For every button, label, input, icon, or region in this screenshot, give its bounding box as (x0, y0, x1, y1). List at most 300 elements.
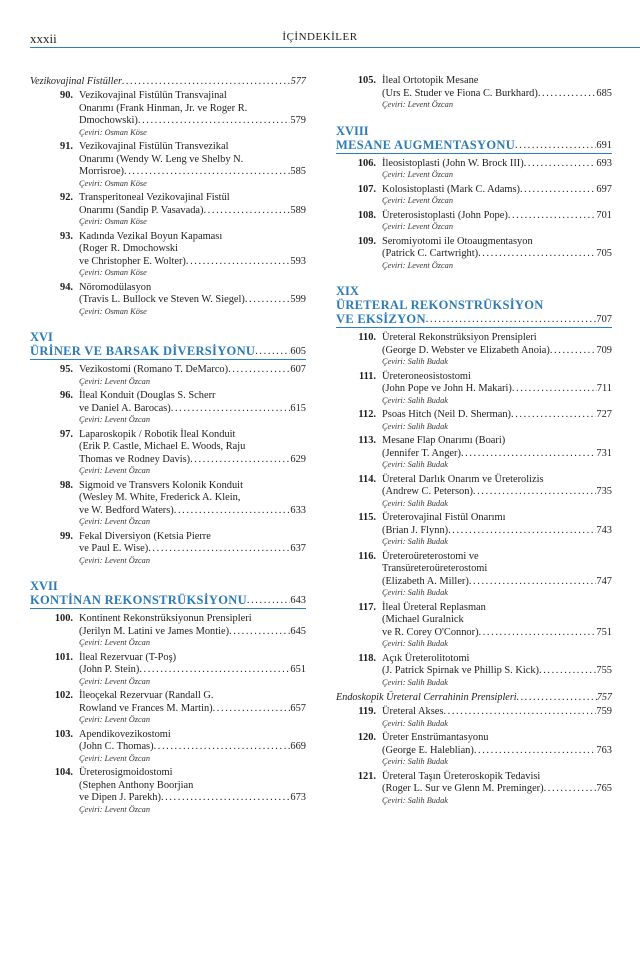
page-ref: 697 (596, 183, 612, 195)
dot-leader (473, 486, 597, 499)
chapter-body (79, 282, 306, 318)
translator: Çeviri: Salih Budak (382, 395, 448, 405)
chapter-last-line (382, 88, 612, 101)
page-ref: 593 (290, 255, 306, 267)
translator: Çeviri: Salih Budak (382, 460, 448, 469)
dot-leader (154, 741, 291, 754)
chapter-last-line (382, 409, 612, 422)
chapter-title-end: (Andrew C. Peterson) (382, 486, 473, 497)
toc-entry (30, 90, 306, 138)
chapter-last-line (382, 210, 612, 223)
chapter-title-line: Üreter Enstrümantasyonu (382, 732, 489, 743)
translator: Çeviri: Salih Budak (382, 639, 448, 648)
chapter-title-line: Üreteroneosistostomi (382, 370, 471, 382)
chapter-body (382, 706, 612, 729)
translator: Çeviri: Salih Budak (382, 718, 448, 728)
chapter-title-line: (Wesley M. White, Frederick A. Klein, (79, 492, 241, 503)
dot-leader (512, 383, 597, 396)
translator: Çeviri: Levent Özcan (382, 170, 453, 179)
page-ref: 747 (596, 575, 612, 587)
chapter-number: 111. (358, 370, 376, 382)
chapter-last-line (79, 256, 306, 269)
chapter-last-line (79, 505, 306, 518)
toc-entry (30, 429, 306, 477)
chapter-last-line (79, 703, 306, 716)
page-ref: 637 (290, 543, 306, 554)
chapter-title-end: Rowland ve Frances M. Martin) (79, 702, 213, 714)
chapter-title-end: (John Pope ve John H. Makari) (382, 383, 512, 394)
chapter-last-line (79, 792, 306, 805)
page-ref: 743 (596, 524, 612, 536)
page-ref: 673 (290, 792, 306, 803)
dot-leader (203, 205, 290, 218)
section-title: MESANE AUGMENTASYONU (336, 137, 516, 152)
page-ref: 585 (290, 166, 306, 177)
translator: Çeviri: Salih Budak (382, 795, 448, 805)
dot-leader (508, 210, 597, 223)
chapter-body (79, 729, 306, 765)
chapter-body (382, 158, 612, 181)
dot-leader (520, 184, 596, 197)
toc-entry (30, 652, 306, 688)
section-title: ÜRİNER VE BARSAK DİVERSİYONU (30, 344, 256, 358)
toc-entry (336, 75, 612, 111)
chapter-body (382, 210, 612, 233)
chapter-last-line (382, 486, 612, 499)
dot-leader (171, 403, 291, 416)
chapter-title-line: Apendikovezikostomi (79, 728, 171, 740)
chapter-number: 114. (358, 473, 376, 485)
toc-entry (30, 390, 306, 426)
chapter-title-end: (Jennifer T. Anger) (382, 447, 461, 459)
toc-entry (336, 551, 612, 599)
chapter-number: 94. (60, 281, 73, 293)
toc-entry (336, 771, 612, 807)
chapter-body (79, 390, 306, 426)
page-ref: 589 (290, 204, 306, 216)
translator: Çeviri: Salih Budak (382, 421, 448, 431)
chapter-number: 98. (60, 479, 73, 491)
chapter-last-line (382, 576, 612, 589)
toc-entry (336, 236, 612, 272)
section-title-row (30, 593, 306, 609)
chapter-title-end: (Jerilyn M. Latini ve James Montie) (79, 625, 230, 637)
chapter-last-line (79, 664, 306, 677)
chapter-title-line: Vezikovajinal Fistülün Transvezikal (79, 141, 229, 152)
dot-leader (426, 314, 597, 326)
chapter-title-line: Kontinent Rekonstrüksiyonun Prensipleri (79, 613, 252, 624)
chapter-title-line: (Roger R. Dmochowski (79, 243, 178, 254)
chapter-body (382, 435, 612, 471)
dot-leader (448, 525, 596, 538)
page-ref: 579 (290, 115, 306, 126)
translator: Çeviri: Levent Özcan (382, 100, 453, 109)
chapter-title-end: (J. Patrick Spirnak ve Phillip S. Kick) (382, 665, 540, 676)
chapter-number: 97. (60, 428, 73, 440)
toc-entry (336, 332, 612, 368)
page-ref: 707 (596, 314, 612, 325)
chapter-title-end: (George D. Webster ve Elizabeth Anoia) (382, 344, 550, 356)
dot-leader (461, 448, 596, 461)
chapter-last-line (382, 184, 612, 197)
toc-entry (336, 371, 612, 407)
chapter-number: 110. (358, 332, 376, 343)
chapter-number: 116. (358, 550, 376, 562)
toc-entry (336, 210, 612, 233)
chapter-title-line: Transperitoneal Vezikovajinal Fistül (79, 192, 230, 203)
dot-leader (122, 75, 291, 88)
toc-entry (30, 729, 306, 765)
page-ref: 685 (596, 87, 612, 99)
chapter-number: 99. (60, 530, 73, 542)
chapter-number: 112. (358, 409, 376, 420)
toc-entry (30, 364, 306, 387)
chapter-title-line: Transüreteroüreterostomi (382, 563, 488, 574)
chapter-body (382, 732, 612, 768)
toc-entry (336, 158, 612, 181)
dot-leader (517, 691, 597, 704)
chapter-title-end: Thomas ve Rodney Davis) (79, 453, 191, 465)
chapter-title-line: Mesane Flap Onarımı (Boari) (382, 435, 506, 446)
dot-leader (148, 543, 290, 556)
toc-entry (336, 602, 612, 650)
translator: Çeviri: Levent Özcan (79, 466, 150, 475)
translator: Çeviri: Salih Budak (382, 537, 448, 546)
translator: Çeviri: Levent Özcan (382, 196, 453, 205)
chapter-number: 115. (358, 512, 376, 523)
page-ref: 605 (290, 346, 306, 357)
page-ref: 763 (596, 744, 612, 756)
chapter-title-line: Üreteral Rekonstrüksiyon Prensipleri (382, 332, 537, 343)
chapter-title-line: Vezikovajinal Fistülün Transvajinal (79, 90, 227, 101)
dot-leader (550, 345, 597, 358)
section-heading (336, 284, 612, 328)
toc-entry (336, 653, 612, 689)
chapter-last-line (382, 525, 612, 538)
section-numeral: XIX (336, 284, 359, 298)
chapter-title-line: Üreterovajinal Fistül Onarımı (382, 512, 506, 523)
page-ref: 657 (290, 702, 306, 714)
chapter-body (79, 429, 306, 477)
chapter-last-line (79, 543, 306, 556)
page-ref: 755 (596, 665, 612, 676)
toc-entry (336, 706, 612, 729)
chapter-title-line: İleoçekal Rezervuar (Randall G. (79, 690, 214, 701)
chapter-body (79, 767, 306, 815)
chapter-title-line: İleal Ortotopik Mesane (382, 75, 479, 86)
chapter-last-line (382, 248, 612, 261)
page-header (0, 0, 640, 48)
chapter-number: 108. (357, 209, 376, 221)
chapter-title-line: (Michael Guralnick (382, 614, 464, 625)
chapter-body (382, 771, 612, 807)
dot-leader (229, 626, 290, 639)
page-ref: 765 (596, 783, 612, 794)
page-ref: 629 (290, 453, 306, 465)
section-title-row (336, 312, 612, 328)
chapter-title-end: (Roger L. Sur ve Glenn M. Preminger) (382, 783, 544, 794)
chapter-body (382, 602, 612, 650)
chapter-title-end: Vezikostomi (Romano T. DeMarco) (79, 364, 229, 375)
chapter-title-line: Üreterosigmoidostomi (79, 767, 173, 778)
chapter-body (382, 551, 612, 599)
dot-leader (479, 627, 597, 640)
section-title-line: ÜRETERAL REKONSTRÜKSİYON (336, 298, 544, 312)
dot-leader (544, 783, 597, 796)
chapter-number: 91. (60, 141, 73, 152)
chapter-body (382, 75, 612, 111)
chapter-body (79, 90, 306, 138)
translator: Çeviri: Salih Budak (382, 357, 448, 366)
toc-entry (30, 231, 306, 279)
translator: Çeviri: Levent Özcan (79, 676, 150, 686)
page-ref: 759 (596, 706, 612, 717)
page-ref: 615 (290, 402, 306, 414)
page-ref: 711 (596, 383, 612, 394)
chapter-title-end: Psoas Hitch (Neil D. Sherman) (382, 409, 511, 420)
chapter-title-end: (Travis L. Bullock ve Steven W. Siegel) (79, 294, 245, 305)
chapter-title-end: (Brian J. Flynn) (382, 524, 449, 536)
chapter-body (79, 613, 306, 649)
dot-leader (174, 505, 291, 518)
chapter-title-line: Üreteroüreterostomi ve (382, 550, 479, 562)
chapter-number: 121. (357, 770, 376, 782)
page-ref: 577 (290, 76, 306, 87)
chapter-number: 104. (54, 767, 73, 778)
toc-entry (336, 474, 612, 510)
section-heading (336, 124, 612, 154)
header-rule (30, 47, 640, 48)
translator: Çeviri: Levent Özcan (79, 517, 150, 526)
chapter-body (79, 690, 306, 726)
translator: Çeviri: Levent Özcan (382, 222, 453, 231)
translator: Çeviri: Levent Özcan (79, 376, 150, 386)
chapter-body (382, 332, 612, 368)
dot-leader (245, 294, 291, 307)
chapter-last-line (382, 383, 612, 396)
chapter-body (382, 474, 612, 510)
chapter-last-line (79, 166, 306, 179)
chapter-number: 90. (60, 90, 73, 101)
part-heading (336, 691, 612, 704)
chapter-body (79, 231, 306, 279)
translator: Çeviri: Osman Köse (79, 306, 147, 316)
chapter-title-end: ve Dipen J. Parekh) (79, 792, 161, 803)
chapter-title-end: (Elizabeth A. Miller) (382, 575, 469, 587)
dot-leader (474, 745, 597, 758)
chapter-last-line (382, 783, 612, 796)
translator: Çeviri: Levent Özcan (79, 804, 150, 814)
page-ref: 731 (596, 447, 612, 459)
translator: Çeviri: Osman Köse (79, 268, 147, 277)
toc-entry (336, 184, 612, 207)
chapter-body (79, 364, 306, 387)
chapter-title-line: Üreteral Taşın Üreteroskopik Tedavisi (382, 770, 541, 782)
dot-leader (478, 248, 596, 261)
dot-leader (524, 158, 597, 171)
chapter-last-line (79, 626, 306, 639)
chapter-number: 109. (357, 235, 376, 247)
chapter-body (382, 184, 612, 207)
chapter-body (382, 409, 612, 432)
chapter-title-end: Kolosistoplasti (Mark C. Adams) (382, 183, 520, 195)
dot-leader (124, 166, 290, 179)
chapter-title-line: Onarımı (Frank Hinman, Jr. ve Roger R. (79, 102, 248, 114)
dot-leader (443, 706, 596, 719)
chapter-title-line: (Erik P. Castle, Michael E. Woods, Raju (79, 441, 246, 452)
toc-column-right (336, 75, 612, 809)
chapter-title-end: Onarımı (Sandip P. Vasavada) (79, 204, 204, 216)
chapter-number: 105. (357, 75, 376, 86)
chapter-title-line: Seromiyotomi ile Otoaugmentasyon (382, 235, 533, 247)
chapter-title-line: Üreteral Darlık Onarım ve Üreterolizis (382, 473, 544, 485)
chapter-last-line (79, 364, 306, 377)
chapter-title-line: İleal Rezervuar (T-Poş) (79, 651, 177, 663)
chapter-number: 101. (54, 651, 73, 663)
chapter-title-line: Sigmoid ve Transvers Kolonik Konduit (79, 479, 243, 491)
dot-leader (247, 595, 291, 607)
toc-entry (30, 531, 306, 567)
page-ref: 727 (596, 409, 612, 420)
toc-entry (30, 141, 306, 189)
page-ref: 599 (290, 294, 306, 305)
chapter-title-line: Laparoskopik / Robotik İleal Konduit (79, 428, 236, 440)
chapter-body (79, 141, 306, 189)
chapter-number: 100. (54, 613, 73, 624)
dot-leader (538, 88, 597, 101)
chapter-last-line (382, 448, 612, 461)
page-ref: 643 (290, 595, 306, 606)
chapter-title-end: ve Paul E. Wise) (79, 543, 149, 554)
chapter-title-end: Morrisroe) (79, 166, 125, 177)
page-ref: 669 (290, 741, 306, 752)
toc-column-left (30, 75, 306, 818)
chapter-title-end: Üreteral Akses (382, 706, 444, 717)
chapter-number: 107. (357, 183, 376, 195)
chapter-last-line (79, 741, 306, 754)
translator: Çeviri: Osman Köse (79, 178, 147, 188)
chapter-title-end: (John C. Thomas) (79, 741, 154, 752)
dot-leader (186, 256, 291, 269)
section-heading (30, 579, 306, 609)
part-title: Vezikovajinal Fistüller (30, 76, 122, 87)
chapter-title-end: (Patrick C. Cartwright) (382, 248, 479, 259)
section-title-row (30, 344, 306, 360)
chapter-number: 119. (358, 706, 376, 717)
toc-entry (30, 690, 306, 726)
chapter-last-line (382, 665, 612, 678)
translator: Çeviri: Levent Özcan (79, 555, 150, 565)
dot-leader (255, 346, 290, 358)
toc-entry (30, 480, 306, 528)
page-ref: 607 (290, 364, 306, 375)
running-title: İÇİNDEKİLER (282, 31, 358, 43)
chapter-number: 92. (60, 192, 73, 203)
chapter-title-line: (Stephen Anthony Boorjian (79, 779, 194, 791)
chapter-body (382, 653, 612, 689)
toc-entry (30, 282, 306, 318)
translator: Çeviri: Levent Özcan (79, 753, 150, 763)
chapter-last-line (382, 345, 612, 358)
chapter-title-end: Üreterosistoplasti (John Pope) (382, 209, 508, 221)
dot-leader (469, 576, 597, 589)
section-title-row (336, 138, 612, 154)
chapter-title-end: (Urs E. Studer ve Fiona C. Burkhard) (382, 87, 538, 99)
page-ref: 751 (596, 626, 612, 638)
chapter-last-line (79, 294, 306, 307)
translator: Çeviri: Salih Budak (382, 677, 448, 687)
chapter-number: 95. (60, 364, 73, 375)
page-ref: 651 (290, 664, 306, 675)
chapter-body (79, 652, 306, 688)
page-ref: 691 (596, 139, 612, 151)
chapter-title-end: ve Christopher E. Wolter) (79, 255, 186, 267)
toc-entry (30, 767, 306, 815)
chapter-title-line: Fekal Diversiyon (Ketsia Pierre (79, 530, 211, 542)
chapter-number: 113. (358, 435, 376, 446)
page-ref: 645 (290, 625, 306, 637)
chapter-number: 93. (60, 230, 73, 242)
chapter-body (382, 371, 612, 407)
section-numeral: XVII (30, 579, 58, 593)
chapter-last-line (382, 158, 612, 171)
chapter-title-end: (George E. Haleblian) (382, 744, 474, 756)
chapter-number: 106. (357, 157, 376, 169)
dot-leader (228, 364, 290, 377)
section-title: KONTİNAN REKONSTRÜKSİYONU (30, 593, 247, 607)
page-ref: 693 (596, 157, 612, 169)
chapter-body (79, 480, 306, 528)
translator: Çeviri: Levent Özcan (79, 638, 150, 647)
translator: Çeviri: Levent Özcan (79, 415, 150, 424)
translator: Çeviri: Salih Budak (382, 757, 448, 766)
chapter-title-end: Dmochowski) (79, 115, 138, 126)
page-ref: 633 (290, 504, 306, 516)
section-numeral: XVI (30, 330, 53, 344)
chapter-title-line: İleal Üreteral Replasman (382, 601, 486, 613)
chapter-title-line: Nöromodülasyon (79, 281, 152, 293)
page-ref: 701 (596, 209, 612, 221)
part-title: Endoskopik Üreteral Cerrahinin Prensipleri (336, 692, 517, 703)
page-ref: 735 (596, 486, 612, 497)
translator: Çeviri: Levent Özcan (382, 260, 453, 270)
dot-leader (511, 409, 596, 422)
chapter-title-end: (John P. Stein) (79, 664, 140, 675)
toc-entry (336, 512, 612, 548)
translator: Çeviri: Osman Köse (79, 217, 147, 226)
chapter-body (79, 531, 306, 567)
section-title: VE EKSİZYON (336, 312, 426, 326)
translator: Çeviri: Salih Budak (382, 498, 448, 508)
chapter-last-line (79, 403, 306, 416)
chapter-body (79, 192, 306, 228)
translator: Çeviri: Osman Köse (79, 127, 147, 137)
dot-leader (539, 665, 596, 678)
page-ref: 757 (596, 692, 612, 703)
chapter-number: 120. (357, 732, 376, 743)
chapter-title-line: Kadında Vezikal Boyun Kapaması (79, 230, 223, 242)
toc-entry (336, 732, 612, 768)
section-heading (30, 330, 306, 360)
chapter-number: 103. (54, 728, 73, 740)
chapter-title-end: ve W. Bedford Waters) (79, 504, 174, 516)
chapter-number: 118. (358, 652, 376, 664)
dot-leader (138, 115, 291, 128)
translator: Çeviri: Salih Budak (382, 588, 448, 597)
page-ref: 709 (596, 344, 612, 356)
page-ref: 705 (596, 248, 612, 259)
chapter-last-line (79, 454, 306, 467)
